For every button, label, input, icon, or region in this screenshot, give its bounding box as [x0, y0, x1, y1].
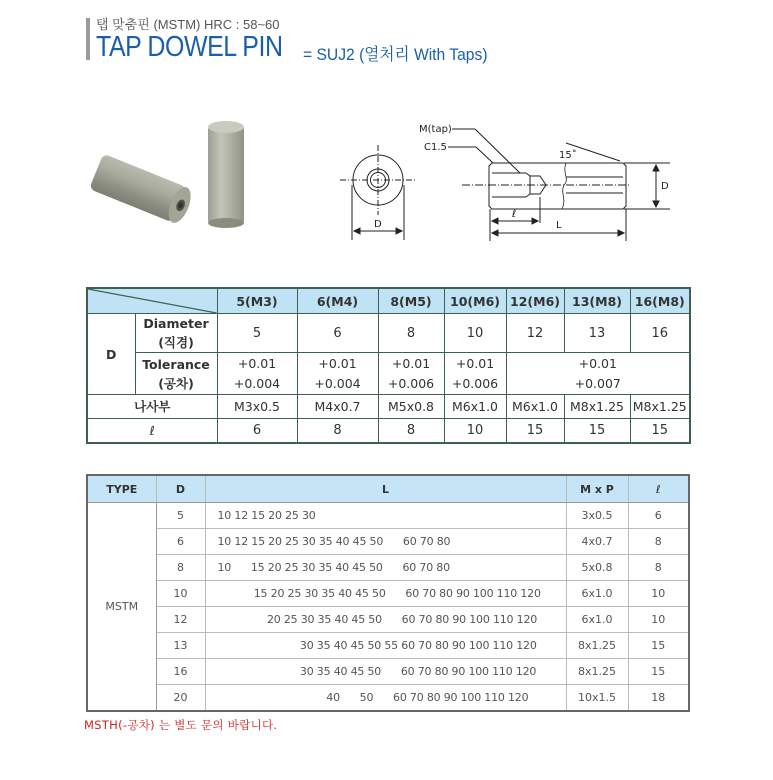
- length-header-row: [87, 475, 689, 503]
- d-cell: 13: [156, 633, 205, 659]
- d-cell: 16: [156, 659, 205, 685]
- ell-cell: 15: [506, 419, 564, 443]
- ell-row: [87, 419, 690, 443]
- col-header: 13(M8): [564, 288, 630, 314]
- ell-header: ℓ: [628, 475, 689, 503]
- type-cell: MSTM: [87, 503, 156, 712]
- l-cell: 30 35 40 45 50 60 70 80 90 100 110 120: [205, 659, 566, 685]
- l-cell: 10 15 20 25 30 35 40 45 50 60 70 80: [205, 555, 566, 581]
- mxp-header: M x P: [566, 475, 628, 503]
- d-cell: 12: [156, 607, 205, 633]
- thread-cell: M5x0.8: [378, 395, 444, 419]
- l-cell: 30 35 40 45 50 55 60 70 80 90 100 110 120: [205, 633, 566, 659]
- front-view: [340, 145, 416, 240]
- length-table: [86, 474, 690, 712]
- mxp-cell: 5x0.8: [566, 555, 628, 581]
- tolerance-label: [135, 353, 217, 395]
- diameter-cell: 6: [297, 314, 378, 353]
- mxp-cell: 3x0.5: [566, 503, 628, 529]
- thread-cell: M8x1.25: [630, 395, 690, 419]
- product-photo: [88, 115, 278, 235]
- ell-cell: 6: [628, 503, 689, 529]
- side-d-label: D: [661, 181, 669, 192]
- tolerance-label-en: Tolerance: [142, 356, 210, 372]
- diameter-label-en: Diameter: [143, 316, 209, 331]
- ell-cell: 10: [628, 581, 689, 607]
- table-row: [87, 685, 689, 712]
- tolerance-cell: +0.01 +0.006: [378, 353, 444, 395]
- ell-cell: 8: [378, 419, 444, 443]
- mxp-cell: 8x1.25: [566, 659, 628, 685]
- thread-cell: M3x0.5: [217, 395, 297, 419]
- chamfer-label: C1.5: [424, 142, 447, 153]
- tolerance-label-ko: (공차): [158, 375, 194, 391]
- length-label: L: [556, 220, 562, 231]
- ell-label: ℓ: [87, 419, 217, 443]
- col-header: 8(M5): [378, 288, 444, 314]
- table-row: [87, 633, 689, 659]
- title-accent-bar: [86, 18, 90, 60]
- spec-table: [86, 287, 691, 444]
- table-row: [87, 659, 689, 685]
- ell-cell: 8: [297, 419, 378, 443]
- d-cell: 10: [156, 581, 205, 607]
- mxp-cell: 4x0.7: [566, 529, 628, 555]
- m-tap-label: M(tap): [419, 124, 452, 135]
- diameter-cell: 8: [378, 314, 444, 353]
- tolerance-cell: +0.01 +0.006: [444, 353, 506, 395]
- l-cell: 10 12 15 20 25 30 35 40 45 50 60 70 80: [205, 529, 566, 555]
- mxp-cell: 10x1.5: [566, 685, 628, 712]
- diameter-cell: 16: [630, 314, 690, 353]
- tolerance-cell: +0.01 +0.004: [297, 353, 378, 395]
- tolerance-cell-merged: +0.01 +0.007: [506, 353, 690, 395]
- mxp-cell: 6x1.0: [566, 607, 628, 633]
- thread-cell: M4x0.7: [297, 395, 378, 419]
- type-header: TYPE: [87, 475, 156, 503]
- footnote: MSTH(-공차) 는 별도 문의 바랍니다.: [84, 718, 278, 732]
- ell-cell: 15: [630, 419, 690, 443]
- diameter-label-ko: (직경): [158, 335, 194, 350]
- thread-label: 나사부: [87, 395, 217, 419]
- ell-cell: 8: [628, 555, 689, 581]
- tolerance-row: [87, 353, 690, 395]
- thread-cell: M6x1.0: [444, 395, 506, 419]
- diameter-label: [135, 314, 217, 353]
- table-row: [87, 555, 689, 581]
- col-header: 5(M3): [217, 288, 297, 314]
- l-header: L: [205, 475, 566, 503]
- material-subtitle: = SUJ2 (열처리 With Taps): [303, 45, 488, 64]
- thread-row: [87, 395, 690, 419]
- technical-drawing: [330, 105, 675, 245]
- d-cell: 8: [156, 555, 205, 581]
- table-row: [87, 607, 689, 633]
- diameter-cell: 5: [217, 314, 297, 353]
- table-row: [87, 529, 689, 555]
- ell-cell: 6: [217, 419, 297, 443]
- angle-label: 15˚: [559, 150, 577, 161]
- col-header: 12(M6): [506, 288, 564, 314]
- subtitle: 탭 맞춤핀 (MSTM) HRC : 58~60: [96, 17, 280, 32]
- ell-cell: 10: [628, 607, 689, 633]
- diameter-row: [87, 314, 690, 353]
- lying-pin: [89, 154, 195, 226]
- ell-cell: 15: [564, 419, 630, 443]
- diameter-cell: 10: [444, 314, 506, 353]
- col-header: 16(M8): [630, 288, 690, 314]
- ell-cell: 15: [628, 633, 689, 659]
- table-row: [87, 503, 689, 529]
- ell-cell: 15: [628, 659, 689, 685]
- ell-cell: 18: [628, 685, 689, 712]
- col-header: 10(M6): [444, 288, 506, 314]
- ell-label: ℓ: [512, 209, 517, 220]
- mxp-cell: 6x1.0: [566, 581, 628, 607]
- diameter-cell: 13: [564, 314, 630, 353]
- side-view: [419, 124, 670, 241]
- col-header: 6(M4): [297, 288, 378, 314]
- d-cell: 20: [156, 685, 205, 712]
- d-group-label: D: [87, 314, 135, 395]
- d-cell: 5: [156, 503, 205, 529]
- l-cell: 10 12 15 20 25 30: [205, 503, 566, 529]
- ell-cell: 10: [444, 419, 506, 443]
- front-d-label: D: [374, 219, 382, 230]
- thread-cell: M6x1.0: [506, 395, 564, 419]
- table-row: [87, 581, 689, 607]
- standing-pin: [208, 121, 244, 228]
- d-cell: 6: [156, 529, 205, 555]
- l-cell: 15 20 25 30 35 40 45 50 60 70 80 90 100 110 120: [205, 581, 566, 607]
- tolerance-cell: +0.01 +0.004: [217, 353, 297, 395]
- mxp-cell: 8x1.25: [566, 633, 628, 659]
- l-cell: 20 25 30 35 40 45 50 60 70 80 90 100 110 120: [205, 607, 566, 633]
- corner-cell: [87, 288, 217, 314]
- page-title: TAP DOWEL PIN: [96, 31, 283, 63]
- l-cell: 40 50 60 70 80 90 100 110 120: [205, 685, 566, 712]
- diameter-cell: 12: [506, 314, 564, 353]
- ell-cell: 8: [628, 529, 689, 555]
- thread-cell: M8x1.25: [564, 395, 630, 419]
- d-header: D: [156, 475, 205, 503]
- spec-header-row: [87, 288, 690, 314]
